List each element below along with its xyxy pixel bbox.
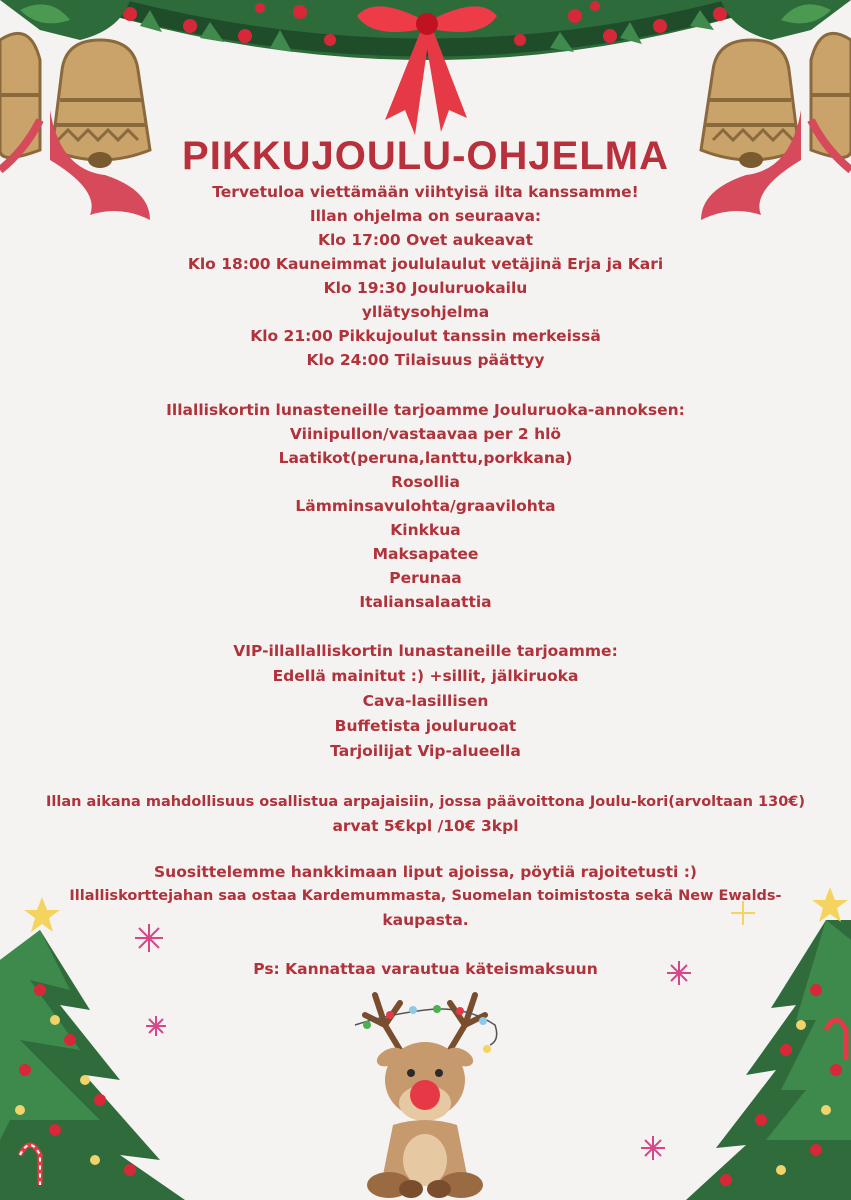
dinner-item: Viinipullon/vastaavaa per 2 hlö <box>289 425 562 443</box>
dinner-heading: Illalliskortin lunasteneille tarjoamme Jouluruoka-annoksen: <box>166 401 685 419</box>
vip-heading: VIP-illallalliskortin lunastaneille tarjoamme: <box>233 642 618 660</box>
dinner-item: Laatikot(peruna,lanttu,porkkana) <box>278 449 573 467</box>
page-title: PIKKUJOULU-OHJELMA <box>182 134 669 178</box>
lottery-price: arvat 5€kpl /10€ 3kpl <box>332 817 519 835</box>
reindeer-icon <box>345 985 505 1200</box>
lottery-text: Illan aikana mahdollisuus osallistua arpajaisiin, jossa päävoittona Joulu-kori(arvoltaan 130€) <box>46 794 805 810</box>
schedule-item: Klo 21:00 Pikkujoulut tanssin merkeissä <box>250 327 601 345</box>
dinner-item: Lämminsavulohta/graavilohta <box>295 497 556 515</box>
vip-item: Buffetista jouluruoat <box>334 717 517 735</box>
program-heading: Illan ohjelma on seuraava: <box>309 207 542 225</box>
dinner-item: Perunaa <box>389 569 462 587</box>
tickets-text: Illalliskorttejahan saa ostaa Kardemummasta, Suomelan toimistosta sekä New Ewalds- <box>69 888 782 904</box>
vip-item: Edellä mainitut :) +sillit, jälkiruoka <box>272 667 579 685</box>
ribbon-bow-icon <box>345 0 510 140</box>
sparkle-icon <box>640 1135 666 1161</box>
dinner-item: Rosollia <box>391 473 460 491</box>
tickets-text: Suosittelemme hankkimaan liput ajoissa, pöytiä rajoitetusti :) <box>154 863 697 881</box>
vip-item: Cava-lasillisen <box>362 692 489 710</box>
tickets-text: kaupasta. <box>382 911 469 929</box>
schedule-item: Klo 17:00 Ovet aukeavat <box>317 231 534 249</box>
sparkle-icon <box>145 1015 167 1037</box>
schedule-item: Klo 18:00 Kauneimmat joululaulut vetäjinä Erja ja Kari <box>187 255 664 273</box>
schedule-item: yllätysohjelma <box>361 303 490 321</box>
welcome-text: Tervetuloa viettämään viihtyisä ilta kanssamme! <box>212 183 639 201</box>
ps-note: Ps: Kannattaa varautua käteismaksuun <box>253 960 598 978</box>
schedule-item: Klo 24:00 Tilaisuus päättyy <box>306 351 545 369</box>
dinner-item: Italiansalaattia <box>359 593 492 611</box>
dinner-item: Maksapatee <box>372 545 479 563</box>
vip-item: Tarjoilijat Vip-alueella <box>330 742 521 760</box>
dinner-item: Kinkkua <box>390 521 461 539</box>
schedule-item: Klo 19:30 Jouluruokailu <box>323 279 528 297</box>
